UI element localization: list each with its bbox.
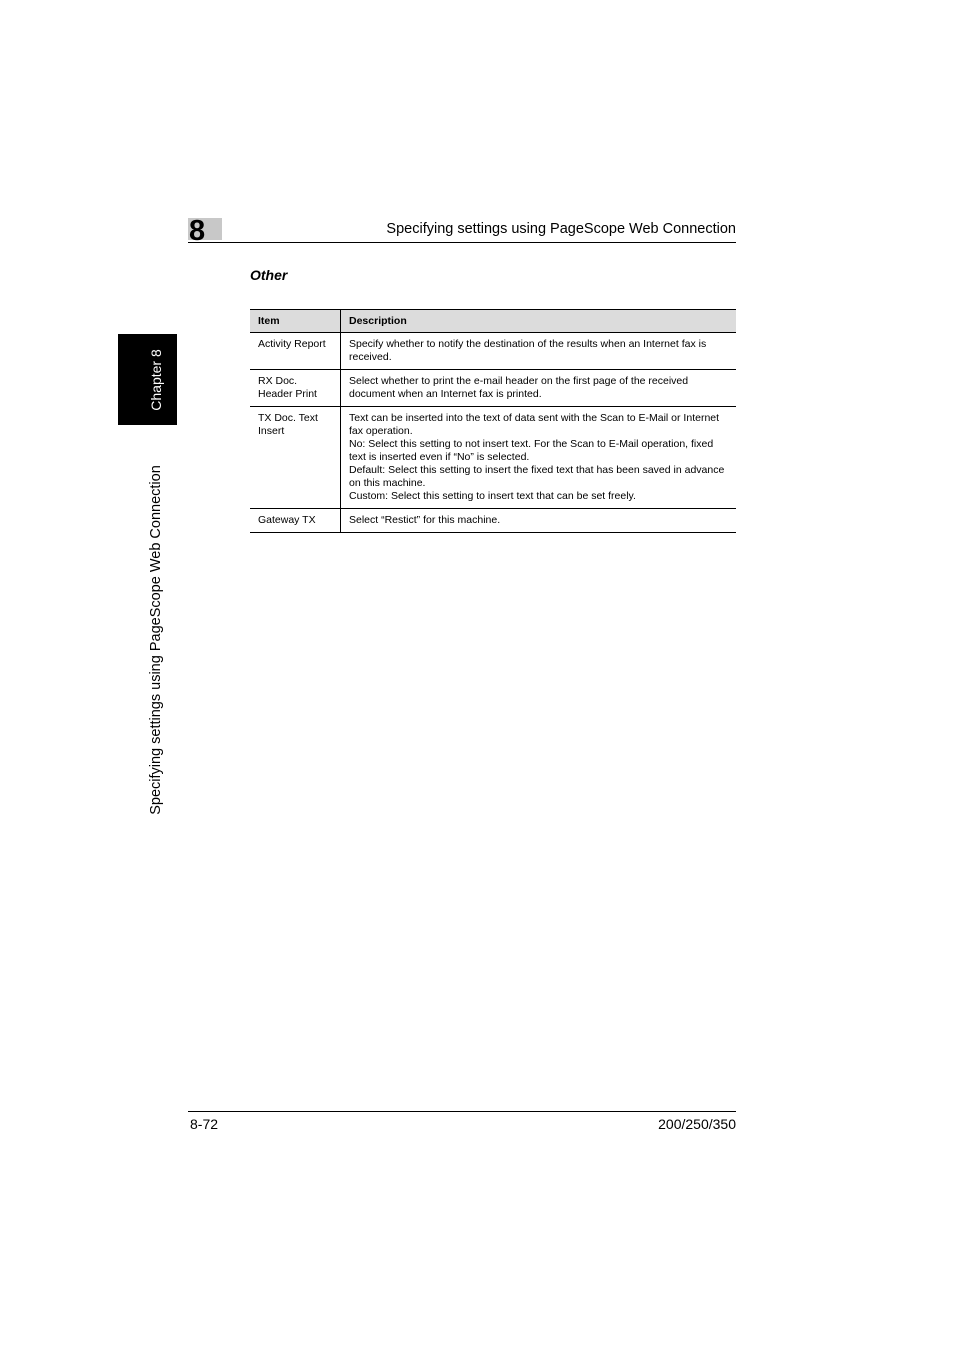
description-line: Select “Restict” for this machine. xyxy=(349,514,501,526)
table-header-row xyxy=(250,310,736,333)
table-row xyxy=(250,407,736,509)
table-cell-item: RX Doc. Header Print xyxy=(250,370,341,407)
table-cell-item: TX Doc. Text Insert xyxy=(250,407,341,509)
running-header-title: Specifying settings using PageScope Web Connection xyxy=(386,221,736,237)
table-header-item: Item xyxy=(250,310,341,333)
table-row xyxy=(250,333,736,370)
footer-page-number: 8-72 xyxy=(190,1116,219,1132)
section-title: Other xyxy=(250,267,288,283)
description-line: Specify whether to notify the destination of the results when an Internet fax is received. xyxy=(349,338,707,363)
table-cell-description xyxy=(341,509,737,533)
side-vertical-title: Specifying settings using PageScope Web Connection xyxy=(148,465,164,815)
table-row xyxy=(250,509,736,533)
table-row xyxy=(250,370,736,407)
table-cell-description xyxy=(341,370,737,407)
description-line: No: Select this setting to not insert text. For the Scan to E-Mail operation, fixed text is inserted even if “No” is selected. xyxy=(349,438,714,463)
table-cell-item: Gateway TX xyxy=(250,509,341,533)
footer-model-number: 200/250/350 xyxy=(658,1116,736,1132)
description-line: Select whether to print the e-mail header on the first page of the received document when an Internet fax is printed. xyxy=(349,375,689,400)
settings-table xyxy=(250,309,736,533)
description-line: Text can be inserted into the text of data sent with the Scan to E-Mail or Internet fax operation. xyxy=(349,412,720,437)
header-divider xyxy=(188,242,736,243)
footer-divider xyxy=(188,1111,736,1112)
table-cell-description xyxy=(341,333,737,370)
table-header-description: Description xyxy=(349,315,407,327)
chapter-number: 8 xyxy=(189,215,206,247)
table-cell-description xyxy=(341,407,737,509)
description-line: Custom: Select this setting to insert text that can be set freely. xyxy=(349,490,636,502)
description-line: Default: Select this setting to insert the fixed text that has been saved in advance on this machine. xyxy=(349,464,725,489)
chapter-side-tab-label: Chapter 8 xyxy=(148,349,164,411)
table-cell-item: Activity Report xyxy=(250,333,341,370)
